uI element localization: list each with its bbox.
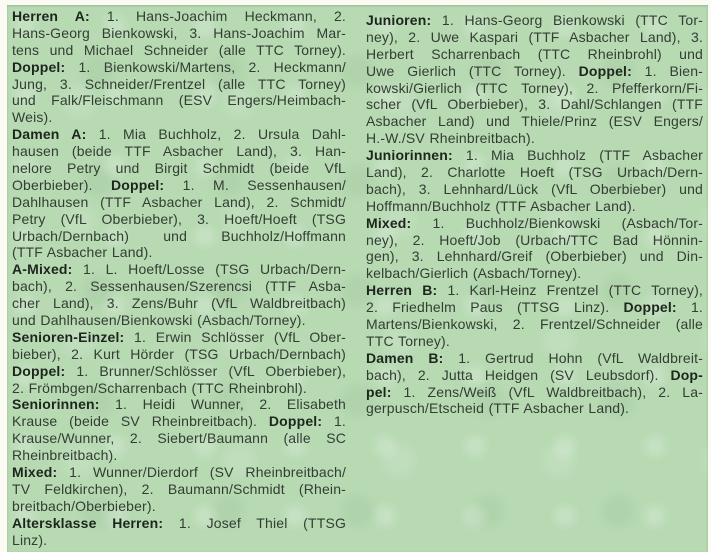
text-run: Herbert Scharrenbach (TTC Rheinbrohl) und xyxy=(366,45,703,62)
text-line xyxy=(12,194,346,211)
text-run: 1. Mia Buchholz, 2. Ursula Dahl- xyxy=(86,126,346,143)
text-line xyxy=(12,498,346,515)
text-line xyxy=(366,164,703,181)
section-label: Seniorinnen: xyxy=(12,396,100,413)
text-run: gerpusch/Etscheid (TTF Asbacher Land). xyxy=(366,400,630,417)
text-run: 1. xyxy=(322,413,346,430)
text-run: 1. Karl-Heinz Frentzel (TTC Torney), xyxy=(437,282,703,299)
section-label: Doppel: xyxy=(12,362,66,379)
text-line xyxy=(366,63,703,80)
text-line xyxy=(12,25,346,42)
text-run: ney), 2. Uwe Kaspari (TTF Asbacher Land), 3. xyxy=(366,28,703,45)
text-run: und Falk/Fleischmann (ESV Engers/Heimbach- xyxy=(12,92,346,109)
text-run: Linz). xyxy=(12,531,48,548)
text-line xyxy=(366,46,703,63)
text-line xyxy=(12,380,346,397)
text-run: hausen (beide TTF Asbacher Land), 3. Han- xyxy=(12,143,346,160)
text-run: 2. Friedhelm Paus (TTSG Linz). xyxy=(366,299,624,316)
text-line xyxy=(366,147,703,164)
text-run: und Dahlhausen/Bienkowski (Asbach/Torney). xyxy=(12,312,306,329)
text-line xyxy=(366,282,703,299)
text-run: 1. Gertrud Hohn (VfL Waldbreit- xyxy=(443,349,703,366)
text-line xyxy=(366,29,703,46)
text-run: 1. Mia Buchholz (TTF Asbacher xyxy=(452,147,703,164)
text-line xyxy=(12,92,346,109)
text-line xyxy=(12,413,346,430)
text-run: kowski/Gierlich (TTC Torney), 2. Pfefferkorn/Fi- xyxy=(366,79,703,96)
text-run: Petry (VfL Oberbieber), 3. Hoeft/Hoeft (TSG xyxy=(12,210,346,227)
section-label: pel: xyxy=(366,383,392,400)
text-line xyxy=(12,177,346,194)
text-run: scher (VfL Oberbieber), 3. Dahl/Schlangen (TTF xyxy=(366,96,703,113)
text-line xyxy=(12,447,346,464)
text-run: cher Land), 3. Zens/Buhr (VfL Waldbreitbach) xyxy=(12,295,346,312)
text-line xyxy=(12,59,346,76)
section-label: Herren A: xyxy=(12,8,90,24)
text-run: Urbach/Dernbach) und Buchholz/Hoffmann xyxy=(12,227,346,244)
text-line xyxy=(366,333,703,350)
text-run: nelore Petry und Birgit Schmidt (beide VfL xyxy=(12,160,346,177)
text-run: TTC Torney). xyxy=(366,332,450,349)
text-line xyxy=(12,312,346,329)
section-label: Herren B: xyxy=(366,282,438,299)
newspaper-clipping xyxy=(7,5,708,552)
text-line xyxy=(12,532,346,549)
text-run: 1. Zens/Weiß (VfL Waldbreitbach), 2. La- xyxy=(391,383,703,400)
text-run: (TTF Asbacher Land). xyxy=(12,244,153,261)
text-run: Rheinbreitbach). xyxy=(12,447,118,464)
text-line xyxy=(12,244,346,261)
text-run: bach), 2. Jutta Heidgen (SV Leubsdorf). xyxy=(366,366,671,383)
text-line xyxy=(12,160,346,177)
section-label: Doppel: xyxy=(578,62,632,79)
text-line xyxy=(366,130,703,147)
text-run: Jung, 3. Schneider/Frentzel (alle TTC Torney) xyxy=(12,75,346,92)
text-line xyxy=(12,430,346,447)
text-line xyxy=(12,143,346,160)
text-run: 1. Bien- xyxy=(631,62,703,79)
text-line xyxy=(366,215,703,232)
text-run: 1. Hans-Joachim Heckmann, 2. xyxy=(89,8,346,24)
text-run: tens und Michael Schneider (alle TTC Torney). xyxy=(12,41,346,58)
text-run: Oberbieber). xyxy=(12,176,111,193)
text-run: 1. Josef Thiel (TTSG xyxy=(163,514,346,531)
right-text-column xyxy=(366,12,703,417)
text-line xyxy=(12,109,346,126)
section-label: Dop- xyxy=(670,366,703,383)
section-label: Damen B: xyxy=(366,349,444,366)
text-line xyxy=(12,8,346,25)
text-run: Martens/Bienkowski, 2. Frentzel/Schneider (alle xyxy=(366,316,703,333)
text-run: TV Feldkirchen), 2. Baumann/Schmidt (Rhein- xyxy=(12,480,346,497)
text-run: Weis). xyxy=(12,109,53,126)
text-line xyxy=(12,228,346,245)
section-label: Doppel: xyxy=(110,176,165,193)
left-text-column xyxy=(12,8,346,549)
text-line xyxy=(366,248,703,265)
text-run: kelbach/Gierlich (Asbach/Torney). xyxy=(366,265,582,282)
section-label: Juniorinnen: xyxy=(366,147,453,164)
text-line xyxy=(366,384,703,401)
text-run: bach), 3. Lehnhard/Lück (VfL Oberbieber) und xyxy=(366,180,703,197)
section-label: Altersklasse Herren: xyxy=(12,514,164,531)
text-run: 1. Erwin Schlösser (VfL Ober- xyxy=(124,328,346,345)
text-line xyxy=(12,261,346,278)
text-line xyxy=(12,396,346,413)
text-run: 1. Bienkowski/Martens, 2. Heckmann/ xyxy=(65,58,346,75)
text-line xyxy=(12,346,346,363)
text-run: Land), 2. Charlotte Hoeft (TSG Urbach/Dern- xyxy=(366,164,703,181)
text-line xyxy=(12,126,346,143)
text-run: 1. xyxy=(676,299,703,316)
section-label: Senioren-Einzel: xyxy=(12,328,125,345)
text-line xyxy=(366,113,703,130)
section-label: Damen A: xyxy=(12,126,87,143)
text-run: bieber), 2. Kurt Hörder (TSG Urbach/Dernbach) xyxy=(12,345,346,362)
text-run: 1. Wunner/Dierdorf (SV Rheinbreitbach/ xyxy=(57,464,346,481)
text-run: ney), 2. Hoeft/Job (Urbach/TTC Bad Hönnin- xyxy=(366,231,703,248)
text-run: 1. L. Hoeft/Losse (TSG Urbach/Dern- xyxy=(72,261,346,278)
section-label: Mixed: xyxy=(12,464,58,481)
section-label: Junioren: xyxy=(366,12,432,28)
text-run: Krause/Wunner, 2. Siebert/Baumann (alle SC xyxy=(12,430,346,447)
text-run: 1. M. Sessenhausen/ xyxy=(164,176,346,193)
text-line xyxy=(366,181,703,198)
text-line xyxy=(12,464,346,481)
text-line xyxy=(366,350,703,367)
text-line xyxy=(12,329,346,346)
text-line xyxy=(366,232,703,249)
text-run: 1. Brunner/Schlösser (VfL Oberbieber), xyxy=(65,362,346,379)
text-run: Hans-Georg Bienkowski, 3. Hans-Joachim Mar- xyxy=(12,24,346,41)
text-run: Hoffmann/Buchholz (TTF Asbacher Land). xyxy=(366,197,636,214)
section-label: Mixed: xyxy=(366,214,412,231)
text-line xyxy=(366,198,703,215)
text-line xyxy=(366,12,703,29)
text-line xyxy=(12,42,346,59)
text-line xyxy=(12,363,346,380)
section-label: Doppel: xyxy=(12,58,66,75)
text-line xyxy=(12,481,346,498)
section-label: A-Mixed: xyxy=(12,261,73,278)
section-label: Doppel: xyxy=(623,299,677,316)
text-run: Uwe Gierlich (TTC Torney). xyxy=(366,62,579,79)
text-line xyxy=(12,278,346,295)
text-run: Dahlhausen (TTF Asbacher Land), 2. Schmidt/ xyxy=(12,193,346,210)
text-run: Asbacher Land) und Thiele/Prinz (ESV Engers/ xyxy=(366,113,703,130)
text-line xyxy=(366,96,703,113)
text-run: gen), 3. Lehnhard/Greif (Oberbieber) und Din- xyxy=(366,248,703,265)
text-run: H.-W./SV Rheinbreitbach). xyxy=(366,130,535,147)
text-run: 1. Buchholz/Bienkowski (Asbach/Tor- xyxy=(411,214,703,231)
text-line xyxy=(366,400,703,417)
text-run: 1. Hans-Georg Bienkowski (TTC Tor- xyxy=(431,12,703,28)
section-label: Doppel: xyxy=(268,413,323,430)
text-run: 1. Heidi Wunner, 2. Elisabeth xyxy=(99,396,346,413)
text-run: 2. Frömbgen/Scharrenbach (TTC Rheinbrohl). xyxy=(12,379,307,396)
text-line xyxy=(12,295,346,312)
text-run: Krause (beide SV Rheinbreitbach). xyxy=(12,413,269,430)
text-line xyxy=(12,515,346,532)
text-line xyxy=(12,76,346,93)
text-line xyxy=(366,265,703,282)
text-line xyxy=(12,211,346,228)
text-line xyxy=(366,316,703,333)
text-line xyxy=(366,299,703,316)
text-run: breitbach/Oberbieber). xyxy=(12,497,156,514)
text-line xyxy=(366,80,703,97)
text-line xyxy=(366,367,703,384)
text-run: bach), 2. Sessenhausen/Szerencsi (TTF Asba- xyxy=(12,278,346,295)
